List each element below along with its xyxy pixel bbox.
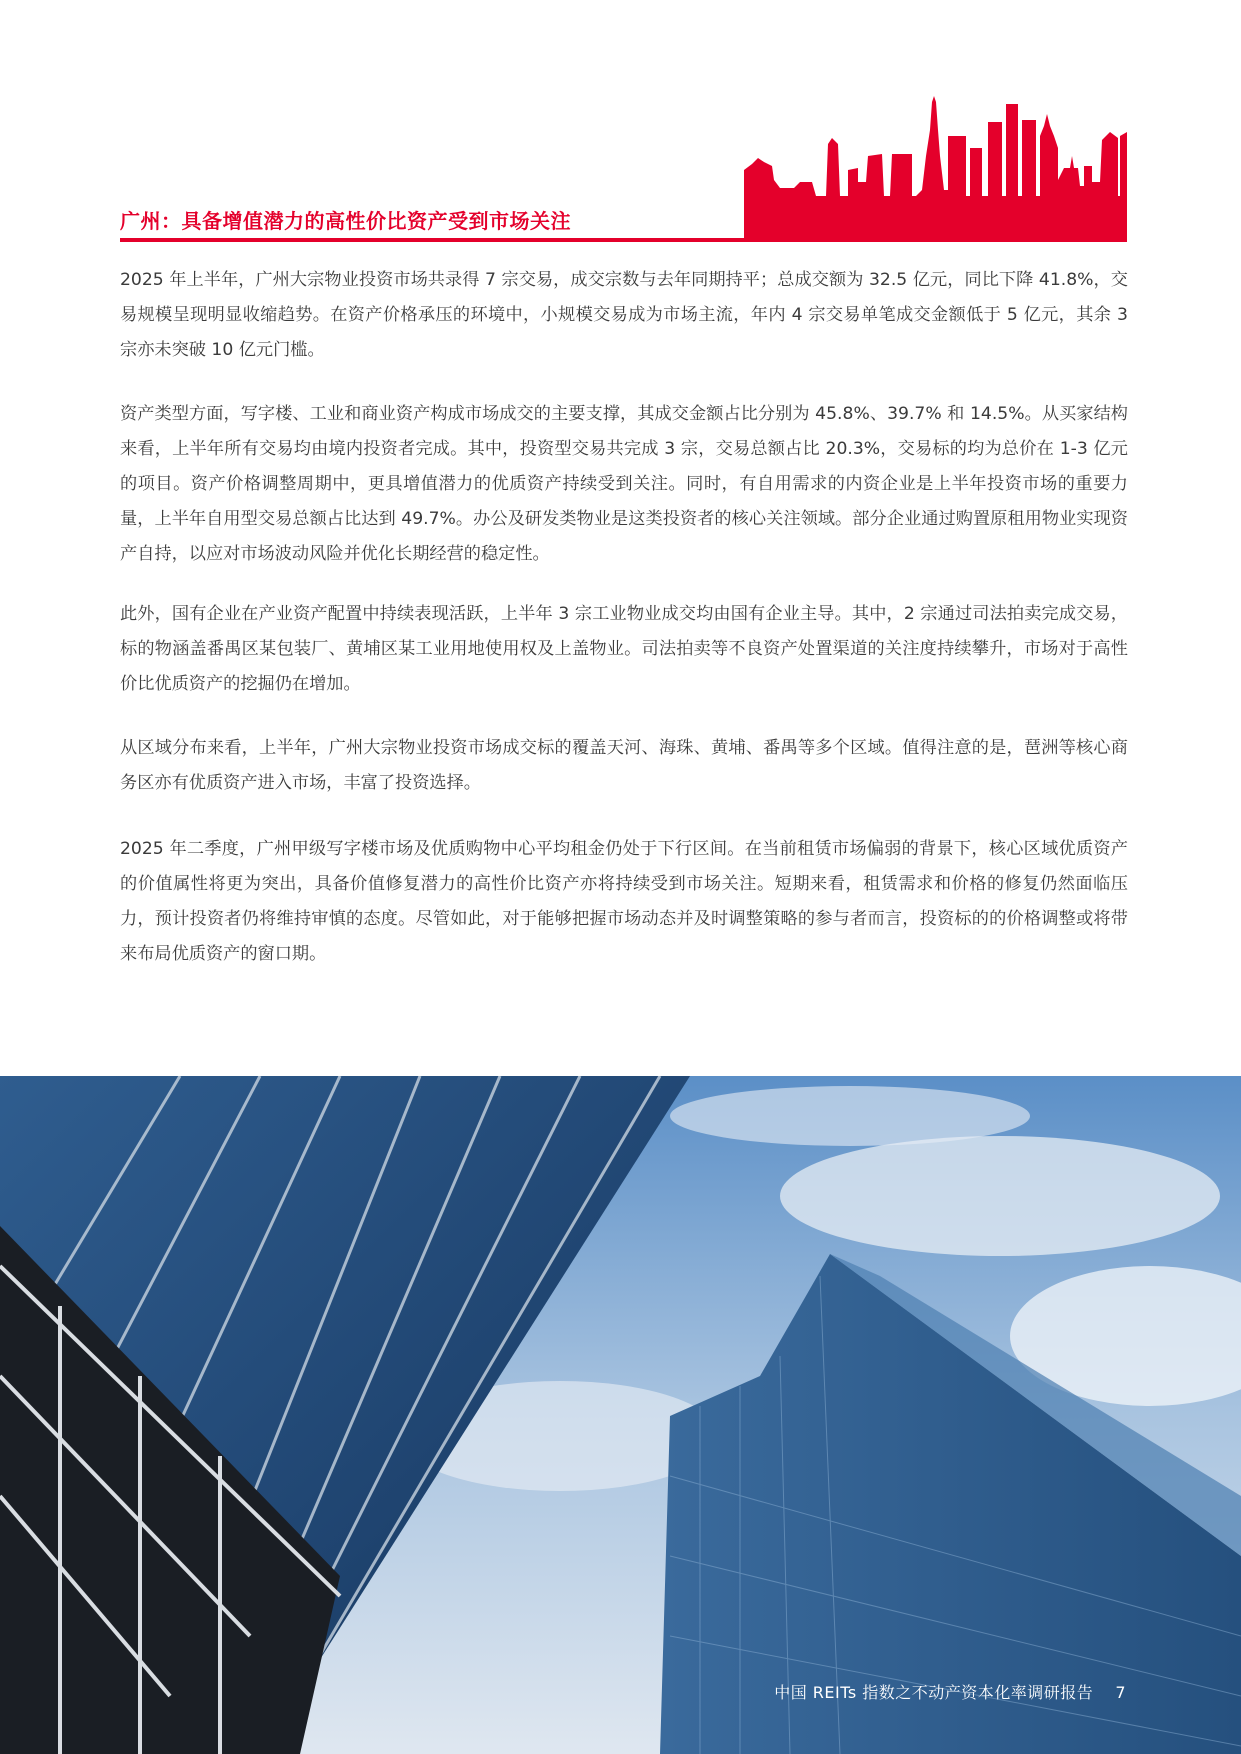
paragraph-outlook: 2025 年二季度，广州甲级写字楼市场及优质购物中心平均租金仍处于下行区间。在当前租赁市场偏弱的背景下，核心区域优质资产的价值属性将更为突出，具备价值修复潜力的高性价比资产亦将持续受到市场关注。短期来看，租赁需求和价格的修复仍然面临压力，预计投资者仍将维持审慎的态度。尽管如此，对于能够把握市场动态并及时调整策略的参与者而言，投资标的的价格调整或将带来布局优质资产的窗口期。 xyxy=(120,839,1128,964)
city-skyline-illustration xyxy=(744,96,1127,242)
paragraph-asset-types: 资产类型方面，写字楼、工业和商业资产构成市场成交的主要支撑，其成交金额占比分别为 45.8%、39.7% 和 14.5%。从买家结构来看，上半年所有交易均由境内投资者完成。其中，投资型交易共完成 3 宗，交易总额占比 20.3%，交易标的均为总价在 1-3 亿元的项目。资产价格调整周期中，更具增值潜力的优质资产持续受到关注。同时，有自用需求的内资企业是上半年投资市场的重要力量，上半年自用型交易总额占比达到 49.7%。办公及研发类物业是这类投资者的核心关注领域。部分企业通过购置原租用物业实现资产自持，以应对市场波动风险并优化长期经营的稳定性。 xyxy=(120,404,1128,564)
paragraph-transaction-overview: 2025 年上半年，广州大宗物业投资市场共录得 7 宗交易，成交宗数与去年同期持平；总成交额为 32.5 亿元，同比下降 41.8%，交易规模呈现明显收缩趋势。在资产价格承压的环境中，小规模交易成为市场主流，年内 4 宗交易单笔成交金额低于 5 亿元，其余 3 宗亦未突破 10 亿元门槛。 xyxy=(120,270,1128,360)
paragraph-regional: 从区域分布来看，上半年，广州大宗物业投资市场成交标的覆盖天河、海珠、黄埔、番禺等多个区域。值得注意的是，琶洲等核心商务区亦有优质资产进入市场，丰富了投资选择。 xyxy=(120,738,1128,793)
office-towers-photo xyxy=(0,1076,1241,1754)
page-footer xyxy=(774,1680,1126,1703)
footer-report-title: 中国 REITs 指数之不动产资本化率调研报告 xyxy=(774,1683,1094,1702)
page-number: 7 xyxy=(1115,1683,1126,1702)
paragraph-state-owned: 此外，国有企业在产业资产配置中持续表现活跃，上半年 3 宗工业物业成交均由国有企业主导。其中，2 宗通过司法拍卖完成交易，标的物涵盖番禺区某包装厂、黄埔区某工业用地使用权及上盖物业。司法拍卖等不良资产处置渠道的关注度持续攀升，市场对于高性价比优质资产的挖掘仍在增加。 xyxy=(120,604,1128,694)
section-title: 广州：具备增值潜力的高性价比资产受到市场关注 xyxy=(120,209,571,233)
